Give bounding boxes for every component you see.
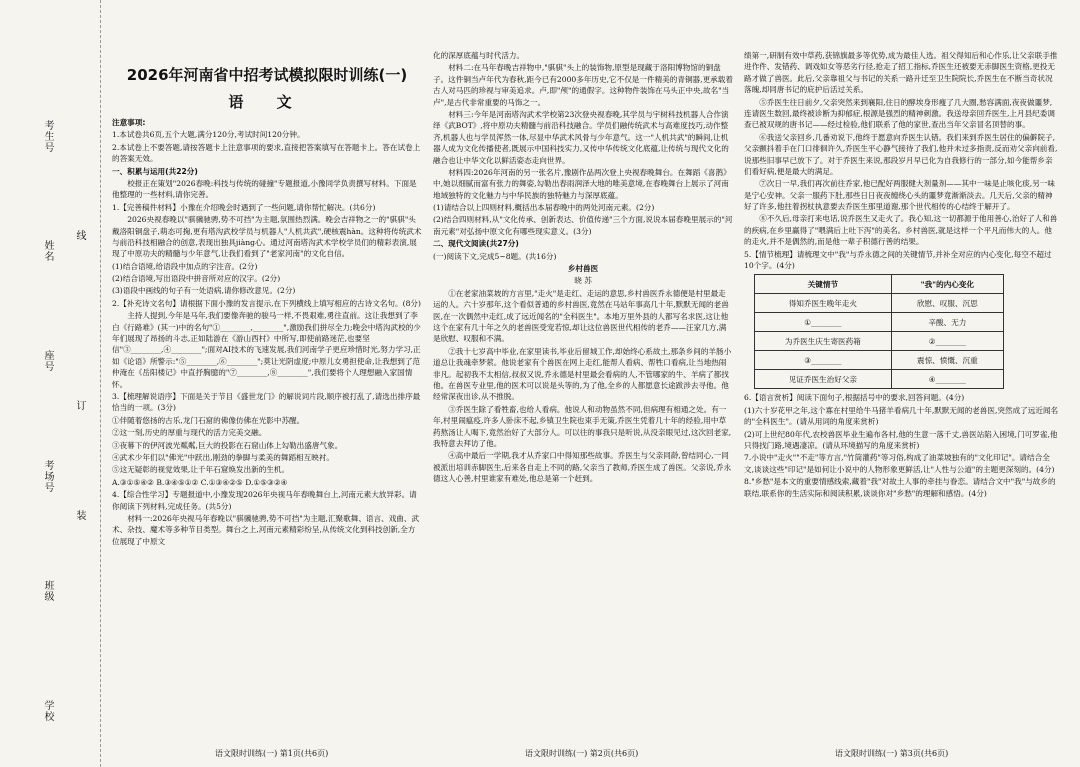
column-2 (433, 50, 733, 730)
story-paragraph: ③乔医生除了看牲畜,也给人看病。他说人和动物虽然不同,但病理有相通之处。有一年,村里闹瘟疫,许多人卧床不起,乡镇卫生院也束手无策,乔医生凭着几十年的经验,用中草药熬汤让人喝下,竟然治好了大部分人。可以往的事我只是听说,从没亲眼见过,这次回老家,我特意去拜访了他。 (433, 404, 732, 448)
page-footer-2: 语文限时训练(一) 第2页(共6页) (525, 749, 639, 758)
order-item: ⑤这无疑彰的视觉效果,让千年石窟焕发出新的生机。 (112, 465, 290, 475)
sub-question: (3)语段中画线的句子有一处语病,请你修改意见。(2分) (112, 286, 296, 296)
sub-question: (2)结合语境,写出语段中拼音所对应的汉字。(2分) (112, 274, 281, 284)
table-header: 关键情节 (755, 275, 892, 294)
table-cell: ①________ (755, 313, 892, 332)
material-2: 材料二:在马年春晚吉祥物中,"骐骐"头上的装饰物,原型是现藏于洛阳博物馆的铜盘子。这件铜当卢年代为春秋,距今已有2000多年历史,它不仅是一件精美的青铜器,更承载着古人对马匹的珍视与审美追求。卢,即"颅"的通假字。这种物件装饰在马头正中央,故名"当卢",是古代非常重要的马饰之一。 (433, 63, 733, 107)
table-cell: 为乔医生庆生寄医药箱 (755, 332, 892, 351)
story-paragraph: ④高中最后一学期,我才从乔家口中得知那些故事。乔医生与父亲同龄,曾结同心,一同被派出培训赤脚医生,后来各自走上不同的路,父亲当了教师,乔医生成了兽医。父亲说,乔永德这人心善,村里谁家有难处,他总是第一个赶到。 (433, 451, 732, 484)
material-1: 材料一:2026年央视马年春晚以"骐骥驰骋,势不可挡"为主题,汇聚歌舞、语言、戏曲、武术、杂技、魔术等多种节目类型。舞台之上,河南元素精彩纷呈,从传统文化到科技创新,全方位展现了中原文 (112, 513, 420, 546)
material-1-continued: 化的深厚底蕴与时代活力。 (433, 51, 525, 60)
table-cell: 欣慰、叹服、沉思 (891, 294, 1003, 313)
question-2-passage: 主持人提到,今年是马年,我们要像奔驰的骏马一样,不畏艰难,勇往直前。这让我想到了李白《行路难》(其一)中的名句"①________,________",激励我们拼尽全力;晚会中塔沟武校的少年们展现了昂扬的斗志,正如陆游在《游山西村》中所写,即使前路迷茫,也要坚信"③________,④________";面对AI技术的飞速发展,我们河南学子更应珍惜时光,努力学习,正如《论语》所警示:"⑤________,⑥________";莫让光阴虚度;中原儿女勇担使命,让我想到了范仲淹在《岳阳楼记》中直抒胸臆的"⑦________,⑧________",我们要将个人理想融入家国情怀。 (112, 311, 421, 389)
sub-question: (1)结合语境,给语段中加点的字注音。(2分) (112, 261, 258, 271)
column-3 (744, 50, 1059, 730)
question-5: 5.【情节梳理】请梳理文中"我"与乔永德之间的关键情节,并补全对应的内心变化,每空不超过10个字。(4分) (744, 249, 1052, 271)
story-paragraph: ⑧不久后,母亲打来电话,说乔医生又走火了。我心知,这一切都源于他用善心,治好了人和兽的疾病,在乡里赢得了"喂满后上吐下泻"的美名。乡村兽医,就是这样一个平凡而伟大的人。他的走火,并不是偶然的,而是他一辈子积德行善的结果。 (744, 214, 1058, 247)
binding-mark-line: 线 (74, 230, 85, 240)
section-heading: 二、现代文阅读(共27分) (433, 239, 519, 249)
story-paragraph: 绩第一,研制有效中草药,获锦旗最多等优势,成为最佳人选。祖父得知后和心作乐,让父亲联手推进作件、发错药、调戏如女等恶劣行径,抢走了招工指标,乔医生还被要无赤脚医生资格,更投无路才做了兽医。此后,父亲靠祖父与书记的关系一路升迁至卫生院院长,乔医生在不断当奇状况落魄,却同唐书记的庇护后活过关系。 (744, 51, 1058, 95)
page-footer-1: 语文限时训练(一) 第1页(共6页) (215, 749, 329, 758)
margin-label-class: 班级 (42, 580, 53, 602)
exam-subject: 语 文 (228, 92, 306, 111)
plot-table (754, 274, 1004, 389)
note-item: 2.本试卷上不要答题,请按答题卡上注意事项的要求,直接把答案填写在答题卡上。答在试卷上的答案无效。 (112, 142, 421, 164)
binding-mark-order: 订 (74, 400, 85, 410)
story-author: 晓 苏 (574, 276, 592, 286)
table-row (755, 332, 1004, 351)
notes-title: 注意事项: (112, 118, 146, 127)
table-cell: 辛酸、无力 (891, 313, 1003, 332)
material-4: 材料四:2026年河南的另一张名片,豫剧作品两次登上央视春晚舞台。在舞蹈《喜鹊》中,她以细腻而富有张力的舞姿,勾勒出春雨润泽大地的唯美意境,在春晚舞台上展示了河南地域独特的文化魅力与中华民族的独特魅力与深厚底蕴。 (433, 167, 731, 200)
story-title: 乡村兽医 (567, 264, 599, 274)
question-7: 7.小说中"走火""不走"等方言,"竹筒灌药"等习俗,构成了油菜坡独有的"文化印记"。请结合全文,谈谈这些"印记"是如何让小说中的人物形象更鲜活,让"人性与公道"的主题更深刻的。(4分) (744, 453, 1055, 474)
story-paragraph: ①在老家油菜坡的方言里,"走火"是走红、走运的意思,乡村兽医乔永德便是村里最走运的人。六十岁那年,这个看似普通的乡村兽医,竟然在马站年事高几十年,默默无闻的老兽医,在一次偶然中走红,成了远近闻名的"全科医生"。本地万里外县的人都写名求医,这让他这个在家有几十年之久的老兽医受宠若惊,却让这位兽医世代相传的老乔——汪家几方,满是欣慰、叹服和不满。 (433, 288, 729, 344)
reading-instruction: (一)阅读下文,完成5~8题。(共16分) (433, 251, 557, 261)
margin-label-school: 学校 (42, 700, 53, 722)
table-cell: ④________ (891, 370, 1003, 389)
question-8: 8."乡愁"是本文的重要情感线索,藏着"我"对故土人事的牵挂与眷恋。请结合文中"我"与故乡的联结,联系你的生活实际和阅读积累,谈谈你对"乡愁"的理解和感悟。(4分) (744, 477, 1056, 498)
sub-question: (1)请结合以上四则材料,概括出本届春晚中的两处河南元素。(2分) (433, 203, 655, 213)
table-row (755, 370, 1004, 389)
table-cell: 见证乔医生治好父亲 (755, 370, 892, 389)
table-cell: 震惊、愤慨、沉重 (891, 351, 1003, 370)
table-header: "我"的内心变化 (891, 275, 1003, 294)
binding-mark-bind: 装 (74, 510, 85, 520)
story-paragraph: ⑤乔医生往日前夕,父亲突然来到襄阳,住日的酵埃身形瘦了几大圈,愁容满面,夜夜做噩梦,连请医生数回,最终被诊断为抑郁症,根源是强烈的精神刺激。我送母亲回乔医生,上月县纪委调查已被双规的唐书记——经过检验,他们联系了他的家世,查出当年父亲冒名顶替的事。 (744, 97, 1055, 130)
table-cell: 得知乔医生晚年走火 (755, 294, 892, 313)
table-cell: ③________ (755, 351, 892, 370)
order-item: ④武术少年们以"佛光"中跃出,刚劲的拳脚与柔美的舞蹈相互映衬。 (112, 452, 335, 462)
table-row (755, 313, 1004, 332)
question-6: 6.【语言赏析】阅读下面句子,根据括号中的要求,回答问题。(4分) (744, 393, 965, 403)
margin-label-seat: 座号 (42, 350, 53, 372)
story-paragraph: ⑦次日一早,我们再次前往乔家,他已配好两服健大剂量剂——其中一味是止咳化痰,另一味是宁心安神。父亲一服药下肚,那些日日夜夜缠绕心头的噩梦竟渐渐淡去。几天后,父亲的精神好了许多,他拄着拐杖执意要去乔医生那里道谢,那个世代相传的心结终于解开了。 (744, 179, 1055, 212)
exam-title: 2026年河南省中招考试模拟限时训练(一) (126, 66, 408, 84)
order-item: ③夜幕下的伊河波光粼粼,巨大的投影在石窟山体上勾勒出盛唐气象。 (112, 440, 343, 450)
table-row (755, 294, 1004, 313)
order-item: ②这一刻,历史的厚重与现代的活力完美交融。 (112, 428, 267, 438)
question-1: 1.【完善稿件材料】小豫在介绍晚会时遇到了一些问题,请你帮忙解决。(共6分) (112, 202, 376, 212)
story-paragraph: ②我十七岁高中毕业,在家里读书,毕业后留城工作,却始终心系故土,那条乡间的羊肠小道总让我魂牵梦萦。他说老家有个兽医在网上走红,能帮人看病、帮牲口看病,让当地热闹非凡。起初我不太相信,叔叔又说,乔永德是村里最会看病的人,不管哪家的牛、羊病了都找他。在兽医专业里,他的医术可以说是头等的,为了他,全乡的人都愿意长途跋涉去寻他。他经常深夜出诊,从不推脱。 (433, 346, 732, 402)
page-footer-3: 语文限时训练(一) 第3页(共6页) (835, 749, 949, 758)
order-item: ①伴随着悠扬的古乐,龙门石窟的佛像仿佛在光影中苏醒。 (112, 415, 305, 425)
note-item: 1.本试卷共6页,五个大题,满分120分,考试时间120分钟。 (112, 130, 305, 140)
column-1 (112, 50, 422, 730)
binding-margin (0, 0, 101, 767)
choice-options: A.③①⑤④② B.③④⑤①② C.①③④②⑤ D.①⑤③②④ (112, 477, 288, 487)
section-heading: 一、积累与运用(共22分) (112, 166, 198, 176)
section-intro: 校报正在策划"2026春晚:科技与传统的碰撞"专题报道,小豫同学负责撰写材料。下面是他整理的一些材料,请你完善。 (112, 178, 417, 200)
sub-question: (2)可上世纪80年代,农校兽医毕业生遍布各村,他的生意一落千丈,兽医站陷入困境,门可罗雀,他只得找门路,境遇凄凉。(请从环境描写的角度来赏析) (744, 429, 1058, 450)
table-cell: ②________ (891, 332, 1003, 351)
margin-label-name: 姓名 (42, 240, 53, 262)
question-4: 4.【综合性学习】专题报道中,小豫发现2026年央视马年春晚舞台上,河南元素大放异彩。请你阅读下列材料,完成任务。(共5分) (112, 490, 417, 511)
margin-label-candidate-no: 考生号 (42, 120, 53, 153)
question-2: 2.【补充诗文名句】请根据下面小豫的发言提示,在下列横线上填写相应的古诗文名句。(8分) (112, 298, 421, 308)
margin-label-room: 考场号 (42, 460, 53, 493)
question-3: 3.【梳理解说语序】下面是关于节目《盛世龙门》的解说词片段,顺序被打乱了,请选出排序最恰当的一项。(3分) (112, 391, 421, 413)
story-paragraph: ⑥我送父亲回乡,几番劝说下,他终于愿意向乔医生认错。我们来到乔医生居住的偏僻院子,父亲颤抖着手在门口徘徊许久,乔医生平心静气接待了我们,他并未过多指责,反而劝父亲向前看,说那些旧事早已放下了。对于乔医生来说,那段岁月早已化为自我修行的一部分,如今能帮乡亲们看好病,便是最大的满足。 (744, 132, 1058, 176)
sub-question: (2)结合四则材料,从"文化传承、创新表达、价值传递"三个方面,说说本届春晚里展示的"河南元素"对弘扬中原文化有哪些现实意义。(3分) (433, 215, 733, 236)
table-row (755, 351, 1004, 370)
material-3: 材料三:今年是河南塔沟武术学校第23次登央视春晚,其学员与宇树科技机器人合作演绎《武BOT》,将中原功夫精髓与前沿科技融合。学员们融传统武术与高难度技巧,动作整齐,机器人也与学员浑然一体,尽显中华武术风骨与少年意气。这一"人机共武"的瞬间,让机器人成为文化传播使者,既展示中国科技实力,又传中华传统文化底蕴,让传统与现代文化的融合也让中华文化以鲜活姿态走向世界。 (433, 109, 729, 165)
sub-question: (1)六十岁花甲之年,这个寡在村里给牛马猪羊看病几十年,默默无闻的老兽医,突然成了远近闻名的"全科医生"。(请从用词的角度来赏析) (744, 405, 1059, 427)
question-1-passage: 2026央视春晚以"骐骥驰骋,势不可挡"为主题,氛围热烈满。晚会吉祥物之一的"骐骐"头戴洛阳铜盘子,萌态可掬,更有塔沟武校学员与机器人"人机共武",硬核震hàn。这种将传统武术与前沿科技相融合的创意,表现出独具jiàng心。通过河南塔沟武术学校学员们的精彩表演,展现了中原功夫的精髓与少年意气,让我们看到了"老家河南"的文化自信。 (112, 215, 422, 259)
